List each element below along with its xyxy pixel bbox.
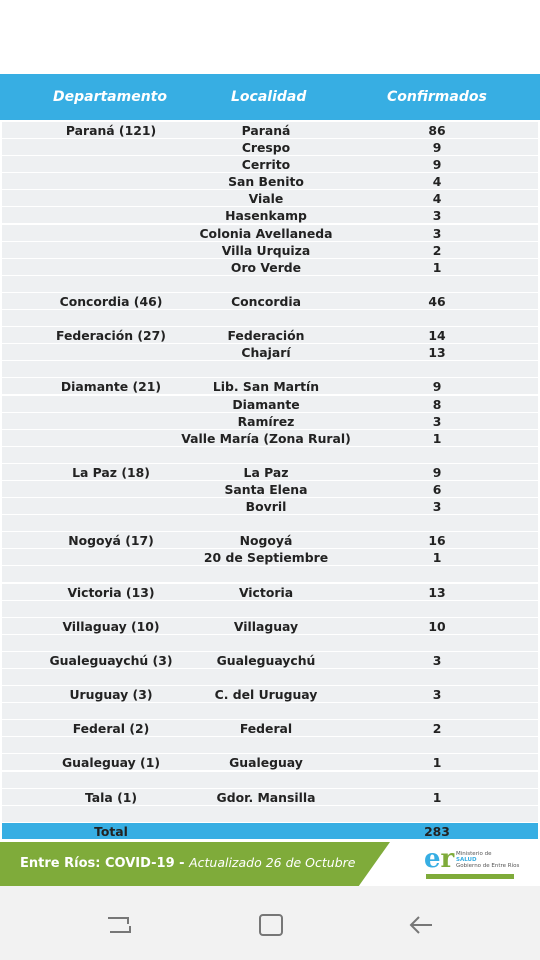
back-icon[interactable] [406, 910, 436, 940]
table-row [2, 686, 538, 702]
logo-text: Ministerio de SALUD Gobierno de Entre Ríos [456, 851, 520, 869]
confirmados-cell: 6 [432, 481, 442, 497]
confirmados-cell: 4 [432, 191, 442, 207]
table-header [0, 74, 540, 120]
loc-cell: Victoria [238, 584, 294, 600]
confirmados-cell: 9 [432, 157, 442, 173]
loc-cell: Federación [227, 328, 305, 344]
table-row [2, 293, 538, 309]
recent-apps-icon[interactable] [104, 910, 134, 940]
total-value: 283 [424, 823, 450, 839]
confirmados-cell: 9 [432, 140, 442, 156]
table-row [2, 156, 538, 172]
table-row [2, 789, 538, 805]
home-icon[interactable] [256, 910, 286, 940]
dep-cell: Victoria (13) [67, 584, 155, 600]
loc-cell: Villaguay [233, 618, 299, 634]
loc-cell: Gualeguaychú [216, 652, 316, 668]
dep-cell: Tala (1) [84, 789, 138, 805]
confirmados-cell: 3 [432, 208, 442, 224]
dep-cell: Gualeguay (1) [61, 755, 160, 771]
table-row [2, 464, 538, 480]
dep-cell: Federal (2) [72, 721, 150, 737]
loc-cell: C. del Uruguay [214, 687, 318, 703]
table-row [2, 566, 538, 582]
loc-cell: Nogoyá [239, 533, 293, 549]
confirmados-cell: 86 [428, 123, 446, 138]
table-row [2, 122, 538, 138]
table-row [2, 703, 538, 719]
table-row [2, 618, 538, 634]
confirmados-cell: 1 [432, 430, 442, 446]
table-row [2, 327, 538, 343]
loc-cell: Colonia Avellaneda [199, 225, 333, 241]
confirmados-cell: 13 [428, 345, 446, 361]
table-row [2, 652, 538, 668]
loc-cell: La Paz [243, 464, 289, 480]
table-row [2, 242, 538, 258]
confirmados-cell: 2 [432, 242, 442, 258]
covid-table [0, 74, 540, 844]
table-row [2, 173, 538, 189]
table-row [2, 754, 538, 770]
table-row [2, 635, 538, 651]
loc-cell: Lib. San Martín [212, 379, 320, 395]
loc-cell: Bovril [245, 499, 287, 515]
table-row [2, 447, 538, 463]
confirmados-cell: 8 [432, 396, 442, 412]
confirmados-cell: 1 [432, 550, 442, 566]
table-row [2, 532, 538, 548]
table-row [2, 190, 538, 206]
table-row [2, 737, 538, 753]
footer-banner [0, 842, 540, 886]
confirmados-cell: 14 [428, 328, 446, 344]
header-departamento: Departamento [53, 89, 167, 105]
table-row [2, 225, 538, 241]
logo-mark: er [424, 844, 455, 874]
loc-cell: San Benito [228, 174, 304, 190]
table-row [2, 772, 538, 788]
android-nav-bar [0, 886, 540, 960]
loc-cell: Valle María (Zona Rural) [181, 430, 351, 446]
confirmados-cell: 16 [428, 533, 446, 549]
confirmados-cell: 46 [428, 293, 446, 309]
loc-cell: Crespo [241, 140, 291, 156]
confirmados-cell: 9 [432, 379, 442, 395]
table-row [2, 344, 538, 360]
loc-cell: Gualeguay [229, 755, 303, 771]
footer-title: Entre Ríos: COVID-19 - [20, 856, 190, 871]
table-row [2, 498, 538, 514]
dep-cell: Concordia (46) [59, 293, 163, 309]
table-row [2, 276, 538, 292]
loc-cell: Oro Verde [230, 259, 302, 275]
table-row [2, 430, 538, 446]
dep-cell: La Paz (18) [72, 464, 150, 480]
total-row [2, 823, 538, 839]
dep-cell: Uruguay (3) [69, 687, 153, 703]
table-body [2, 122, 538, 840]
confirmados-cell: 3 [432, 225, 442, 241]
table-row [2, 720, 538, 736]
footer-updated: Actualizado 26 de Octubre [189, 855, 356, 870]
loc-cell: Federal [239, 721, 293, 737]
header-localidad: Localidad [231, 89, 307, 105]
confirmados-cell: 3 [432, 652, 442, 668]
loc-cell: Paraná [241, 123, 291, 138]
table-row [2, 601, 538, 617]
confirmados-cell: 13 [428, 584, 446, 600]
table-row [2, 396, 538, 412]
table-row [2, 310, 538, 326]
table-row [2, 481, 538, 497]
confirmados-cell: 4 [432, 174, 442, 190]
loc-cell: Santa Elena [224, 481, 308, 497]
dep-cell: Nogoyá (17) [68, 533, 154, 549]
confirmados-cell: 1 [432, 789, 442, 805]
dep-cell: Federación (27) [56, 328, 166, 344]
loc-cell: Concordia [231, 293, 301, 309]
dep-cell: Gualeguaychú (3) [49, 652, 173, 668]
table-row [2, 139, 538, 155]
loc-cell: Villa Urquiza [221, 242, 311, 258]
ministerio-salud-logo [424, 846, 524, 882]
footer-caption [20, 855, 355, 871]
table-row [2, 669, 538, 685]
top-blank-area [0, 0, 540, 74]
confirmados-cell: 3 [432, 499, 442, 515]
table-row [2, 207, 538, 223]
header-confirmados: Confirmados [387, 89, 487, 105]
dep-cell: Villaguay (10) [62, 618, 160, 634]
loc-cell: Diamante [232, 396, 300, 412]
table-row [2, 515, 538, 531]
confirmados-cell: 3 [432, 413, 442, 429]
dep-cell: Paraná (121) [65, 123, 157, 138]
dep-cell: Diamante (21) [60, 379, 162, 395]
loc-cell: Viale [248, 191, 284, 207]
confirmados-cell: 1 [432, 259, 442, 275]
confirmados-cell: 10 [428, 618, 446, 634]
loc-cell: Hasenkamp [225, 208, 307, 224]
logo-bar [426, 874, 514, 879]
table-row [2, 549, 538, 565]
table-row [2, 806, 538, 822]
table-row [2, 378, 538, 394]
table-row [2, 361, 538, 377]
table-row [2, 584, 538, 600]
loc-cell: Cerrito [241, 157, 291, 173]
table-row [2, 259, 538, 275]
loc-cell: Gdor. Mansilla [216, 789, 316, 805]
loc-cell: Chajarí [241, 345, 291, 361]
loc-cell: 20 de Septiembre [203, 550, 329, 566]
confirmados-cell: 2 [432, 721, 442, 737]
table-row [2, 413, 538, 429]
confirmados-cell: 1 [432, 755, 442, 771]
confirmados-cell: 3 [432, 687, 442, 703]
total-label: Total [94, 823, 128, 839]
confirmados-cell: 9 [432, 464, 442, 480]
loc-cell: Ramírez [237, 413, 295, 429]
